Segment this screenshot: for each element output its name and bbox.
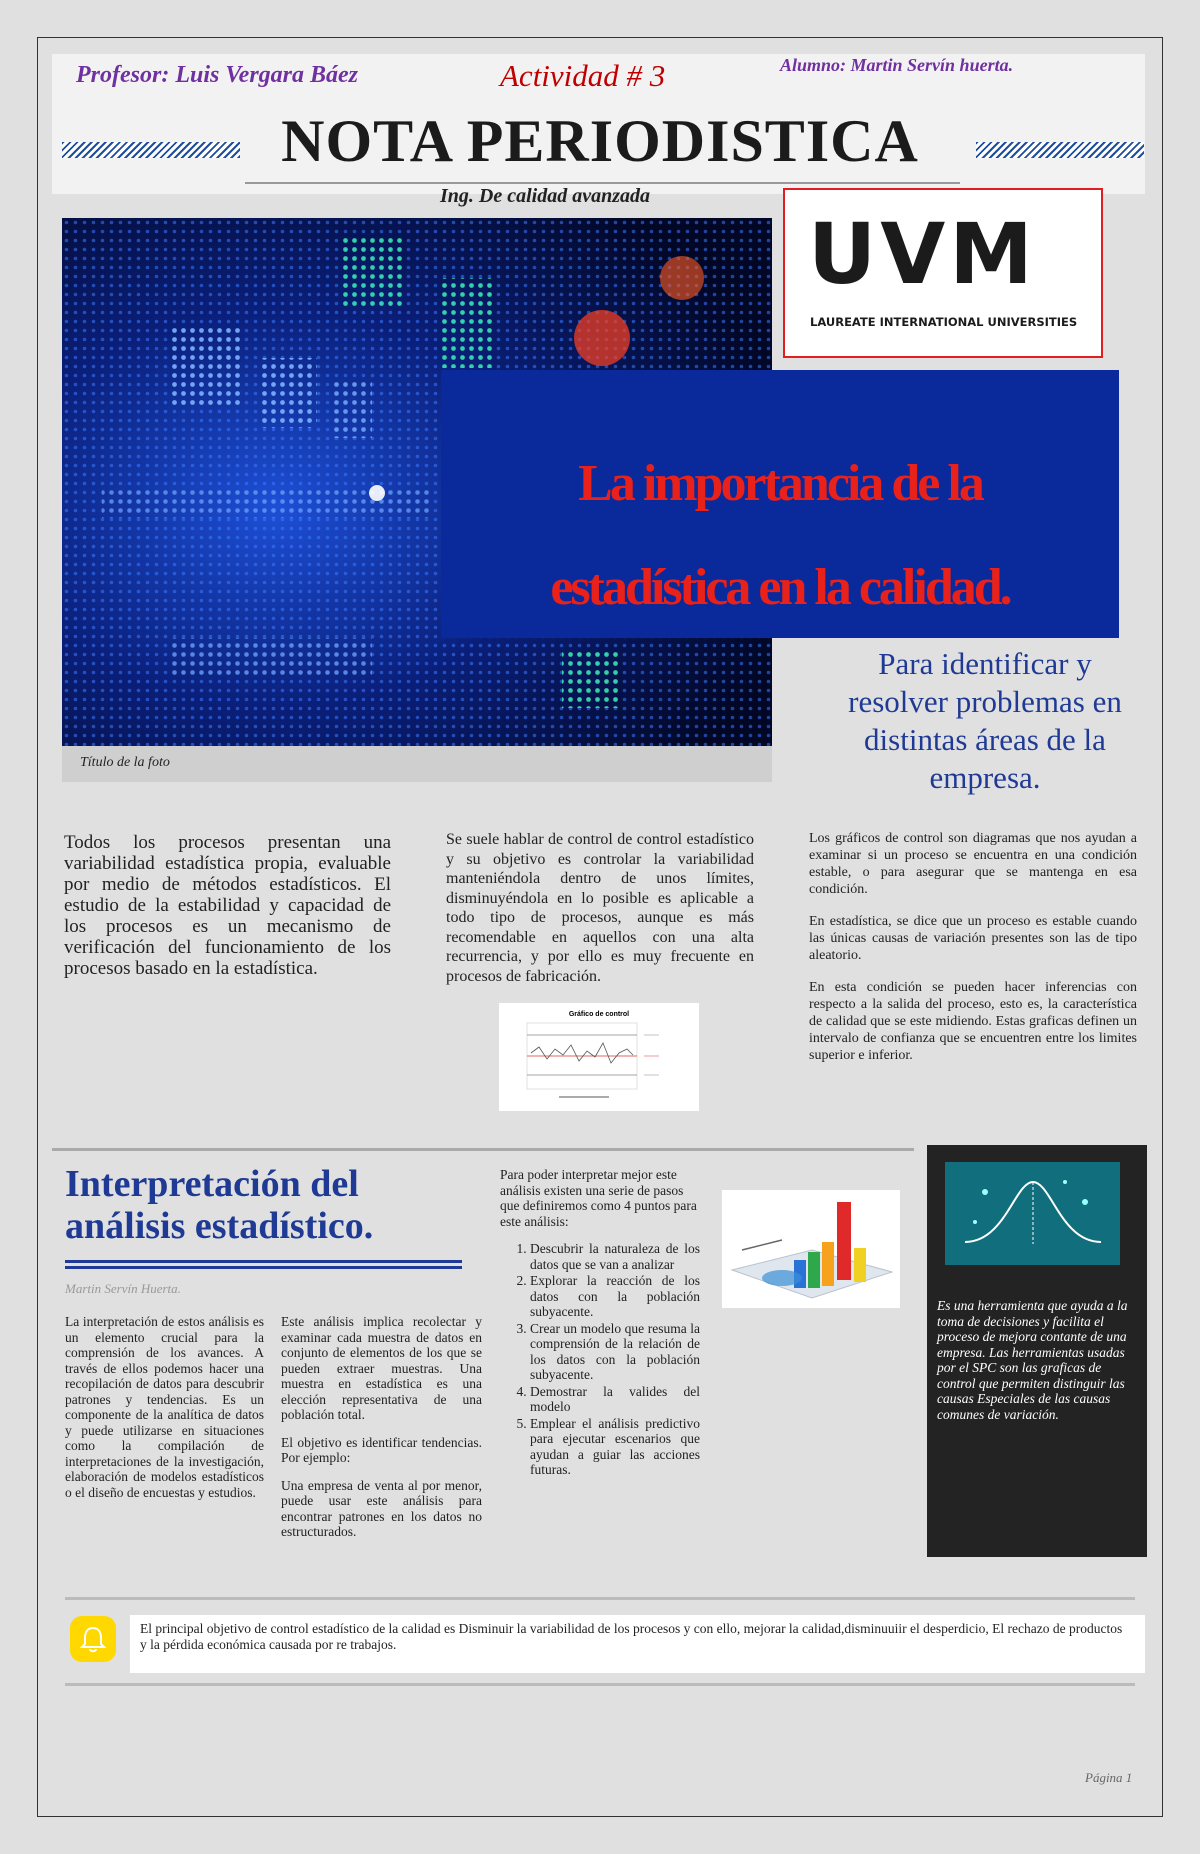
decorative-hatch-left [62, 142, 240, 158]
footer-divider-top [65, 1597, 1135, 1600]
section-title: Interpretación del análisis estadístico. [65, 1163, 374, 1247]
step-item: 1. Descubrir la naturaleza de los datos que se van a analizar [530, 1241, 700, 1272]
activity-number: Actividad # 3 [500, 58, 666, 93]
spc-info-text: Es una herramienta que ayuda a la toma de decisiones y facilita el proceso de mejora contante de una empresa. Las herramientas usadas por el SPC son las graficas de control que permiten distinguir las causas Especiales de las causas comunes de variación. [937, 1298, 1128, 1422]
section-column-1: La interpretación de estos análisis es un elemento crucial para la comprensión de los avances. A través de ellos podemos hacer una recopilación de datos para descubrir patrones y tendencias. Es un componente de la analítica de datos y puede utilizarse en situaciones como la compilación de interpretaciones de la investigación, elaboración de modelos estadísticos o el diseño de encuestas y estudios. [65, 1314, 264, 1500]
headline-subtext: Para identificar y resolver problemas en distintas áreas de la empresa. [848, 646, 1122, 795]
step-item: 4. Demostrar la valides del modelo [530, 1384, 700, 1415]
section-column-2-paragraph-2: El objetivo es identificar tendencias. Por ejemplo: [281, 1434, 482, 1465]
bell-icon [70, 1616, 116, 1662]
section-divider [52, 1148, 914, 1151]
student-name: Alumno: Martin Servín huerta. [780, 55, 1014, 75]
section-column-2-paragraph-3: Una empresa de venta al por menor, puede usar este análisis para encontrar patrones en los datos no estructurados. [281, 1477, 482, 1539]
professor-name: Profesor: Luis Vergara Báez [76, 62, 359, 88]
page-title: NOTA PERIODISTICA [281, 108, 919, 174]
section-column-2 [281, 1314, 482, 1552]
callout-text: El principal objetivo de control estadístico de la calidad es Disminuir la variabilidad de los procesos y con ello, mejorar la calidad,disminuuiir el desperdicio, El rechazo de productos y la pérdida económica causada por re trabajos. [140, 1621, 1123, 1652]
footer-divider-bottom [65, 1683, 1135, 1686]
control-chart-title: Gráfico de control [568, 1011, 630, 1018]
article-column-1: Todos los procesos presentan una variabilidad estadística propia, evaluable por medio de métodos estadísticos. El estudio de la estabilidad y capacidad de los procesos es un mecanismo de verificación del funcionamiento de los procesos basado en la estadística. [64, 832, 391, 979]
section-column-2-paragraph-1: Este análisis implica recolectar y examinar cada muestra de datos en conjunto de elementos de los que se pueden extraer muestras. Una muestra en estadística es una elección representativa de una población total. [281, 1314, 482, 1422]
page-number: Página 1 [1085, 1770, 1133, 1785]
column-3-paragraph-2: En estadística, se dice que un proceso es estable cuando las únicas causas de variación presentes son las de tipo aleatorio. [809, 914, 1137, 963]
column-3-paragraph-1: Los gráficos de control son diagramas que nos ayudan a examinar si un proceso se encuentra en una condición estable, o para asegurar que se mantenga en esa condición. [809, 831, 1137, 897]
page-subtitle: Ing. De calidad avanzada [440, 185, 650, 207]
uvm-logo-tagline: LAUREATE INTERNATIONAL UNIVERSITIES [810, 315, 1078, 329]
section-column-3 [500, 1167, 700, 1479]
steps-list [500, 1241, 700, 1478]
steps-intro: Para poder interpretar mejor este análisis existen una serie de pasos que definiremos como 4 puntos para este análisis: [500, 1167, 697, 1229]
step-item: 3. Crear un modelo que resuma la comprensión de la relación de los datos con la población subyacente. [530, 1321, 700, 1383]
bar-chart-illustration [722, 1190, 900, 1308]
step-item: 5. Emplear el análisis predictivo para ejecutar escenarios que ayudan a guiar las acciones futuras. [530, 1416, 700, 1478]
column-3-paragraph-3: En esta condición se pueden hacer inferencias con respecto a la salida del proceso, esto es, la característica de calidad que se este midiendo. Estas graficas definen un intervalo de confianza que se encuentren entre los limites superior e inferior. [809, 980, 1137, 1063]
statistics-formula-image [945, 1162, 1120, 1265]
photo-caption: Título de la foto [80, 755, 170, 770]
article-column-3 [809, 830, 1137, 1079]
headline-line-2: estadística en la calidad. [550, 559, 1010, 616]
section-title-underline [65, 1260, 462, 1269]
uvm-logo: UVM [808, 205, 1037, 303]
title-divider [245, 182, 960, 184]
article-column-2: Se suele hablar de control de control estadístico y su objetivo es controlar la variabilidad manteniéndola dentro de unos límites, disminuyéndola en lo posible es aplicable a todo tipo de procesos, aunque es más recomendable en aquellos con una alta recurrencia, y por ello es muy frecuente en procesos de fabricación. [446, 831, 754, 985]
headline-line-1: La importancia de la [578, 455, 982, 512]
control-chart-image [499, 1003, 699, 1111]
decorative-hatch-right [976, 142, 1144, 158]
step-item: 2. Explorar la reacción de los datos con la población subyacente. [530, 1273, 700, 1320]
headline [441, 432, 1119, 640]
author-byline: Martin Servín Huerta. [65, 1281, 181, 1296]
